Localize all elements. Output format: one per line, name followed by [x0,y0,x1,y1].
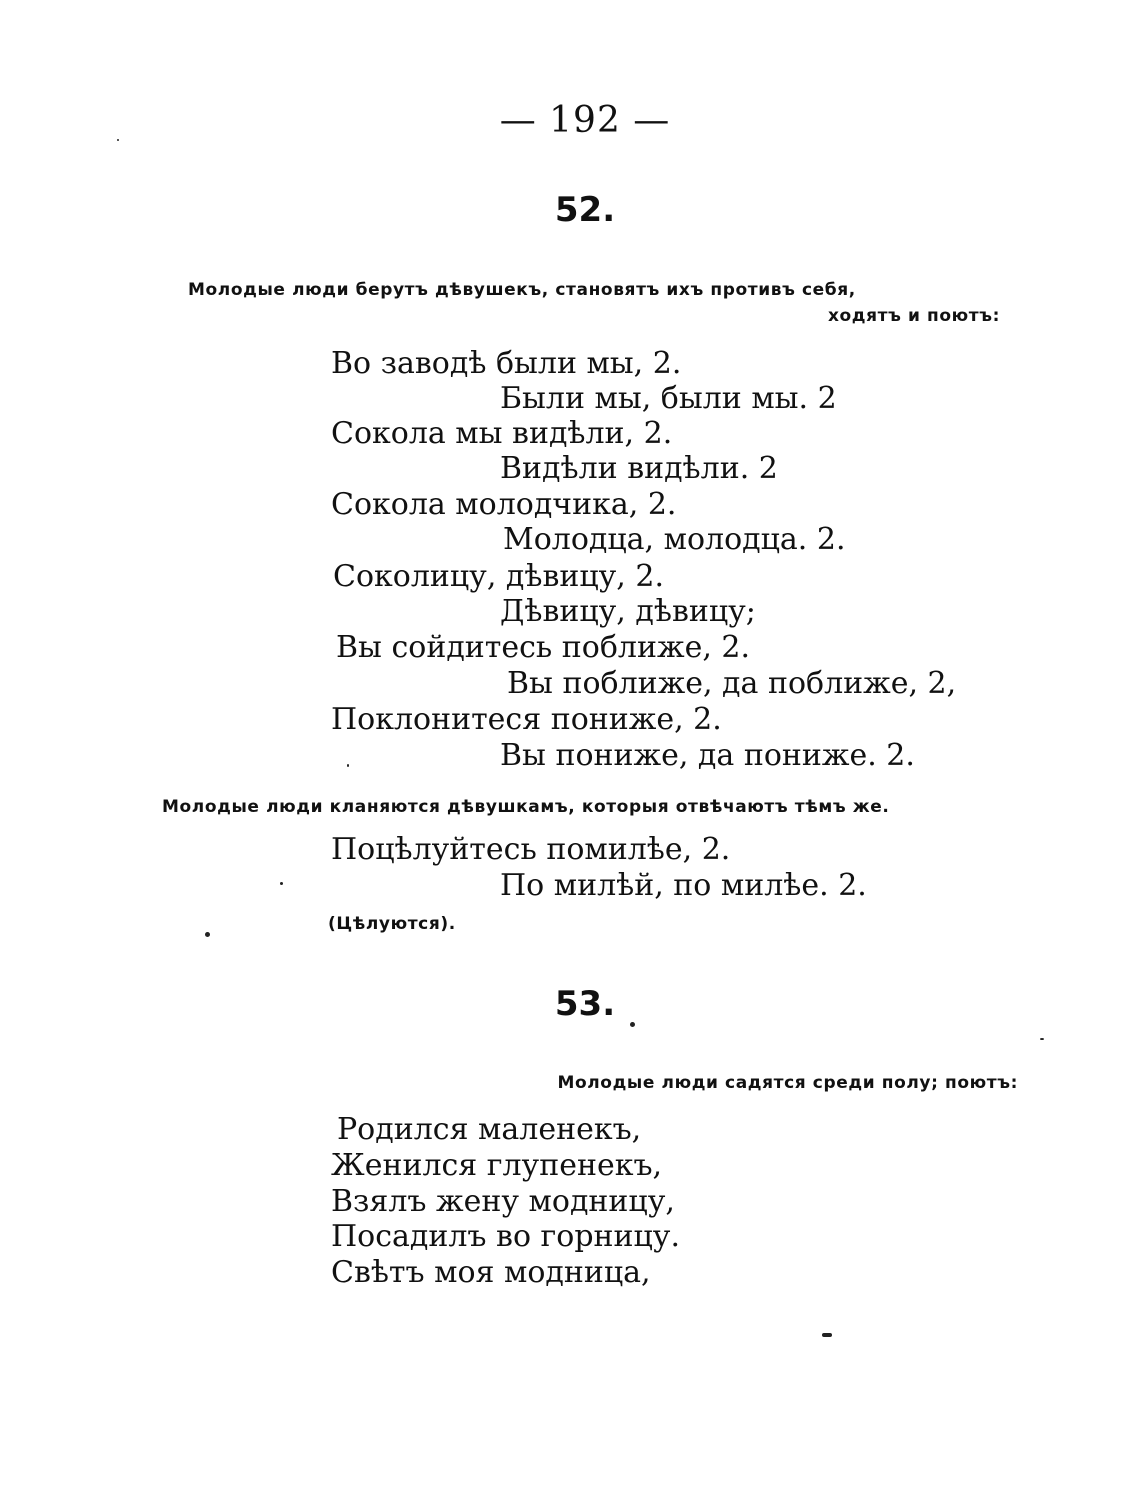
verse-line: Соколицу, дѣвицу, 2. [333,559,664,594]
verse-line: Видѣли видѣли. 2 [500,451,778,486]
scan-speck [205,932,210,937]
scan-speck [630,1022,635,1027]
verse-line: Родился маленекъ, [337,1112,642,1147]
stage-direction-52-line-2: ходятъ и поютъ: [827,306,1000,326]
verse-line: Дѣвицу, дѣвицу; [500,594,756,629]
verse-line: Вы поближе, да поближе, 2, [507,666,957,701]
verse-line: Во заводѣ были мы, 2. [331,346,682,381]
verse-line: Сокола молодчика, 2. [331,487,677,522]
verse-line: Молодца, молодца. 2. [503,522,846,557]
song-number-52: 52. [554,190,616,230]
verse-line: Вы пониже, да пониже. 2. [500,738,915,773]
scan-speck [117,139,119,141]
verse-line: Женился глупенекъ, [331,1148,663,1183]
verse-line: Сокола мы видѣли, 2. [331,416,673,451]
verse-line: По милѣй, по милѣе. 2. [500,868,867,903]
verse-line: Вы сойдитесь поближе, 2. [336,630,751,665]
verse-line: Были мы, были мы. 2 [500,381,837,416]
stage-direction-52-kiss: (Цѣлуются). [328,914,456,934]
verse-line: Взялъ жену модницу, [331,1184,675,1219]
stage-direction-53: Молодые люди садятся среди полу; поютъ: [557,1073,1018,1093]
verse-line: Свѣтъ моя модница, [331,1255,651,1290]
song-number-53: 53. [554,984,616,1024]
scan-speck [280,882,283,885]
scan-speck [1040,1038,1044,1040]
scan-speck [822,1333,832,1337]
verse-line: Поклонитеся пониже, 2. [331,702,722,737]
verse-line: Поцѣлуйтесь помилѣе, 2. [331,832,731,867]
page-number: — 192 — [499,100,671,141]
scan-speck [347,764,349,767]
stage-direction-52-bow: Молодые люди кланяются дѣвушкамъ, которыя отвѣчаютъ тѣмъ же. [162,797,890,817]
stage-direction-52-line-1: Молодые люди берутъ дѣвушекъ, становятъ ихъ противъ себя, [188,280,856,300]
verse-line: Посадилъ во горницу. [331,1219,680,1254]
